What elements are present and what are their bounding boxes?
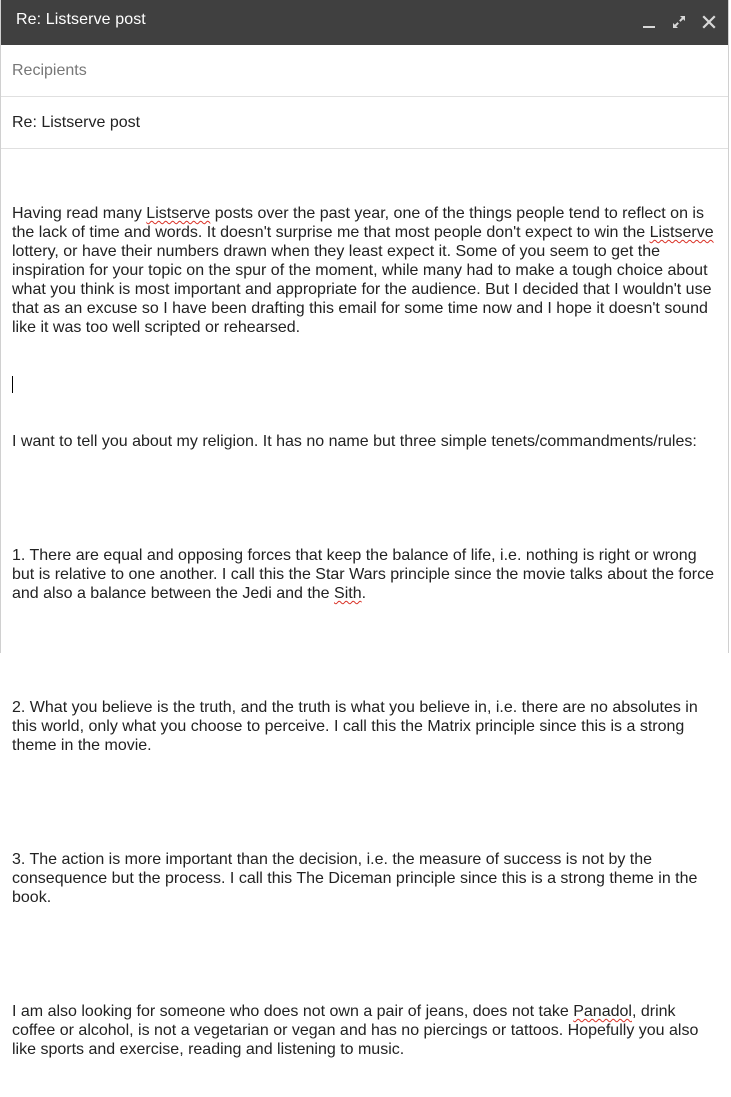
text-cursor (12, 376, 13, 393)
misspelled-word: Listserve (649, 224, 714, 241)
text-segment: . (361, 585, 367, 602)
text-segment: I am also looking for someone who does not own a pair of jeans, does not take (12, 1003, 574, 1020)
misspelled-word: Sith (334, 585, 362, 602)
message-body[interactable] (1, 149, 728, 1097)
window-controls (640, 13, 718, 31)
body-paragraph-1 (12, 204, 717, 337)
text-segment: lottery, or have their numbers drawn when they least expect it. Some of you seem to get the inspiration for your topic on the spur of the moment, while many had to make a tough choice about what you think is most important and appropriate for the audience. But I decided that I wouldn't use that as an excuse so I have been drafting this email for some time now and I hope it doesn't sound like it was too well scripted or rehearsed. (12, 224, 719, 336)
text-segment: posts over the past year, one of the things people tend to reflect on is the lack of time and words. It doesn't surprise me that most people don't expect to win the (12, 205, 709, 241)
expand-icon[interactable] (670, 13, 688, 31)
body-paragraph-4: 2. What you believe is the truth, and the truth is what you believe in, i.e. there are no absolutes in this world, only what you choose to perceive. I call this the Matrix principle since this is a strong theme in the movie. (12, 699, 703, 754)
body-paragraph-5: 3. The action is more important than the decision, i.e. the measure of success is not by the consequence but the process. I call this The Diceman principle since this is a strong theme in the book. (12, 851, 702, 906)
misspelled-word: Listserve (146, 205, 211, 222)
text-segment: 1. There are equal and opposing forces that keep the balance of life, i.e. nothing is right or wrong but is relative to one another. I call this the Star Wars principle since the movie talks about the force and also a balance between the Jedi and the (12, 547, 719, 602)
body-paragraph-3 (12, 546, 717, 603)
text-segment: , drink coffee or alcohol, is not a vegetarian or vegan and has no piercings or tattoos. Hopefully you also like sports and exercise, reading and listening to music. (12, 1003, 703, 1058)
recipients-placeholder[interactable]: Recipients (12, 61, 87, 79)
text-segment: Having read many (12, 205, 147, 222)
recipients-field[interactable] (1, 45, 728, 97)
subject-input[interactable]: Re: Listserve post (12, 113, 141, 131)
misspelled-word: Panadol (573, 1003, 632, 1020)
minimize-icon[interactable] (640, 13, 658, 31)
close-icon[interactable] (700, 13, 718, 31)
cursor-line (12, 375, 717, 394)
compose-title: Re: Listserve post (16, 10, 146, 28)
body-paragraph-6 (12, 1002, 717, 1059)
compose-titlebar[interactable] (1, 0, 728, 45)
subject-field[interactable] (1, 97, 728, 149)
body-paragraph-2: I want to tell you about my religion. It has no name but three simple tenets/commandments/rules: (12, 433, 697, 450)
